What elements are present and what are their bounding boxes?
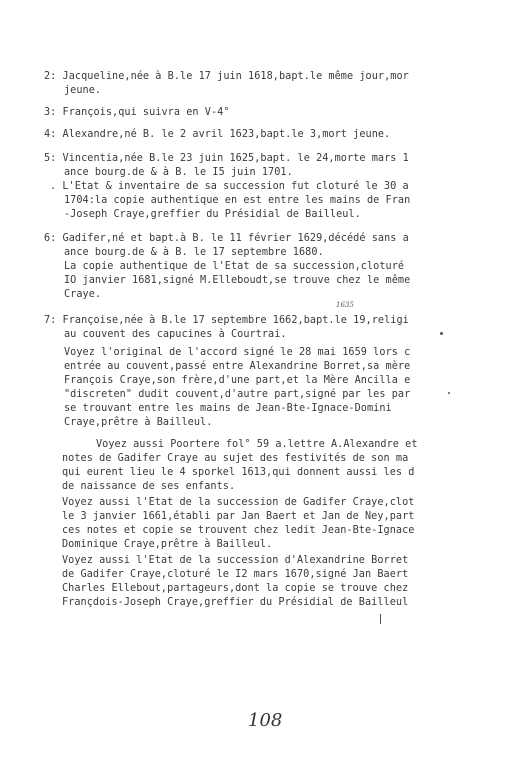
text-line: de naissance de ses enfants. [62, 481, 236, 492]
text-line: Dominique Craye,prêtre à Bailleul. [62, 539, 273, 550]
text-line: IO janvier 1681,signé M.Elleboudt,se trouve chez le même [64, 275, 411, 286]
text-line: ance bourg.de & à B. le 17 septembre 1680. [64, 247, 324, 258]
text-line: "discreten" dudit couvent,d'autre part,signé par les par [64, 389, 411, 400]
text-line: Craye,prêtre à Bailleul. [64, 417, 213, 428]
text-line: le 3 janvier 1661,établi par Jan Baert et Jan de Ney,part [62, 511, 415, 522]
margin-mark [448, 392, 450, 394]
text-line: notes de Gadifer Craye au sujet des festivités de son ma [62, 453, 409, 464]
text-line: au couvent des capucines à Courtrai. [64, 329, 287, 340]
text-line: Françdois-Joseph Craye,greffier du Présidial de Bailleul [62, 597, 409, 608]
text-line: 7: Françoise,née à B.le 17 septembre 1662,bapt.le 19,religi [44, 315, 409, 326]
text-line: . L'Etat & inventaire de sa succession fut cloturé le 30 a [50, 181, 409, 192]
text-line: 6: Gadifer,né et bapt.à B. le 11 février 1629,décédé sans a [44, 233, 409, 244]
text-line: La copie authentique de l'Etat de sa succession,cloturé [64, 261, 405, 272]
text-line: qui eurent lieu le 4 sporkel 1613,qui donnent aussi les d [62, 467, 415, 478]
text-line: jeune. [64, 85, 102, 96]
text-line: ces notes et copie se trouvent chez ledit Jean-Bte-Ignace [62, 525, 415, 536]
text-line: Voyez l'original de l'accord signé le 28 mai 1659 lors c [64, 347, 411, 358]
text-line: 4: Alexandre,né B. le 2 avril 1623,bapt.le 3,mort jeune. [44, 129, 391, 140]
text-line: -Joseph Craye,greffier du Présidial de Bailleul. [64, 209, 361, 220]
text-line: de Gadifer Craye,cloturé le I2 mars 1670,signé Jan Baert [62, 569, 409, 580]
margin-mark [440, 332, 443, 335]
text-line: Voyez aussi l'Etat de la succession de Gadifer Craye,clot [62, 497, 415, 508]
text-line: 5: Vincentia,née B.le 23 juin 1625,bapt. le 24,morte mars 1 [44, 153, 409, 164]
text-line: 2: Jacqueline,née à B.le 17 juin 1618,bapt.le même jour,mor [44, 71, 409, 82]
text-line: 1704:la copie authentique en est entre les mains de Fran [64, 195, 411, 206]
text-line: Voyez aussi Poortere fol° 59 a.lettre A.Alexandre et [96, 439, 418, 450]
text-line: 3: François,qui suivra en V-4° [44, 107, 230, 118]
text-line: ance bourg.de & à B. le I5 juin 1701. [64, 167, 293, 178]
page-number: 108 [248, 710, 283, 731]
handwritten-annotation: 1635 [336, 301, 354, 309]
text-line: Charles Ellebout,partageurs,dont la copie se trouve chez [62, 583, 409, 594]
text-line: Voyez aussi l'Etat de la succession d'Alexandrine Borret [62, 555, 409, 566]
margin-mark [380, 614, 381, 624]
text-line: Craye. [64, 289, 102, 300]
text-line: se trouvant entre les mains de Jean-Bte-Ignace-Domini [64, 403, 392, 414]
text-line: entrée au couvent,passé entre Alexandrine Borret,sa mère [64, 361, 411, 372]
text-line: François Craye,son frère,d'une part,et la Mère Ancilla e [64, 375, 411, 386]
